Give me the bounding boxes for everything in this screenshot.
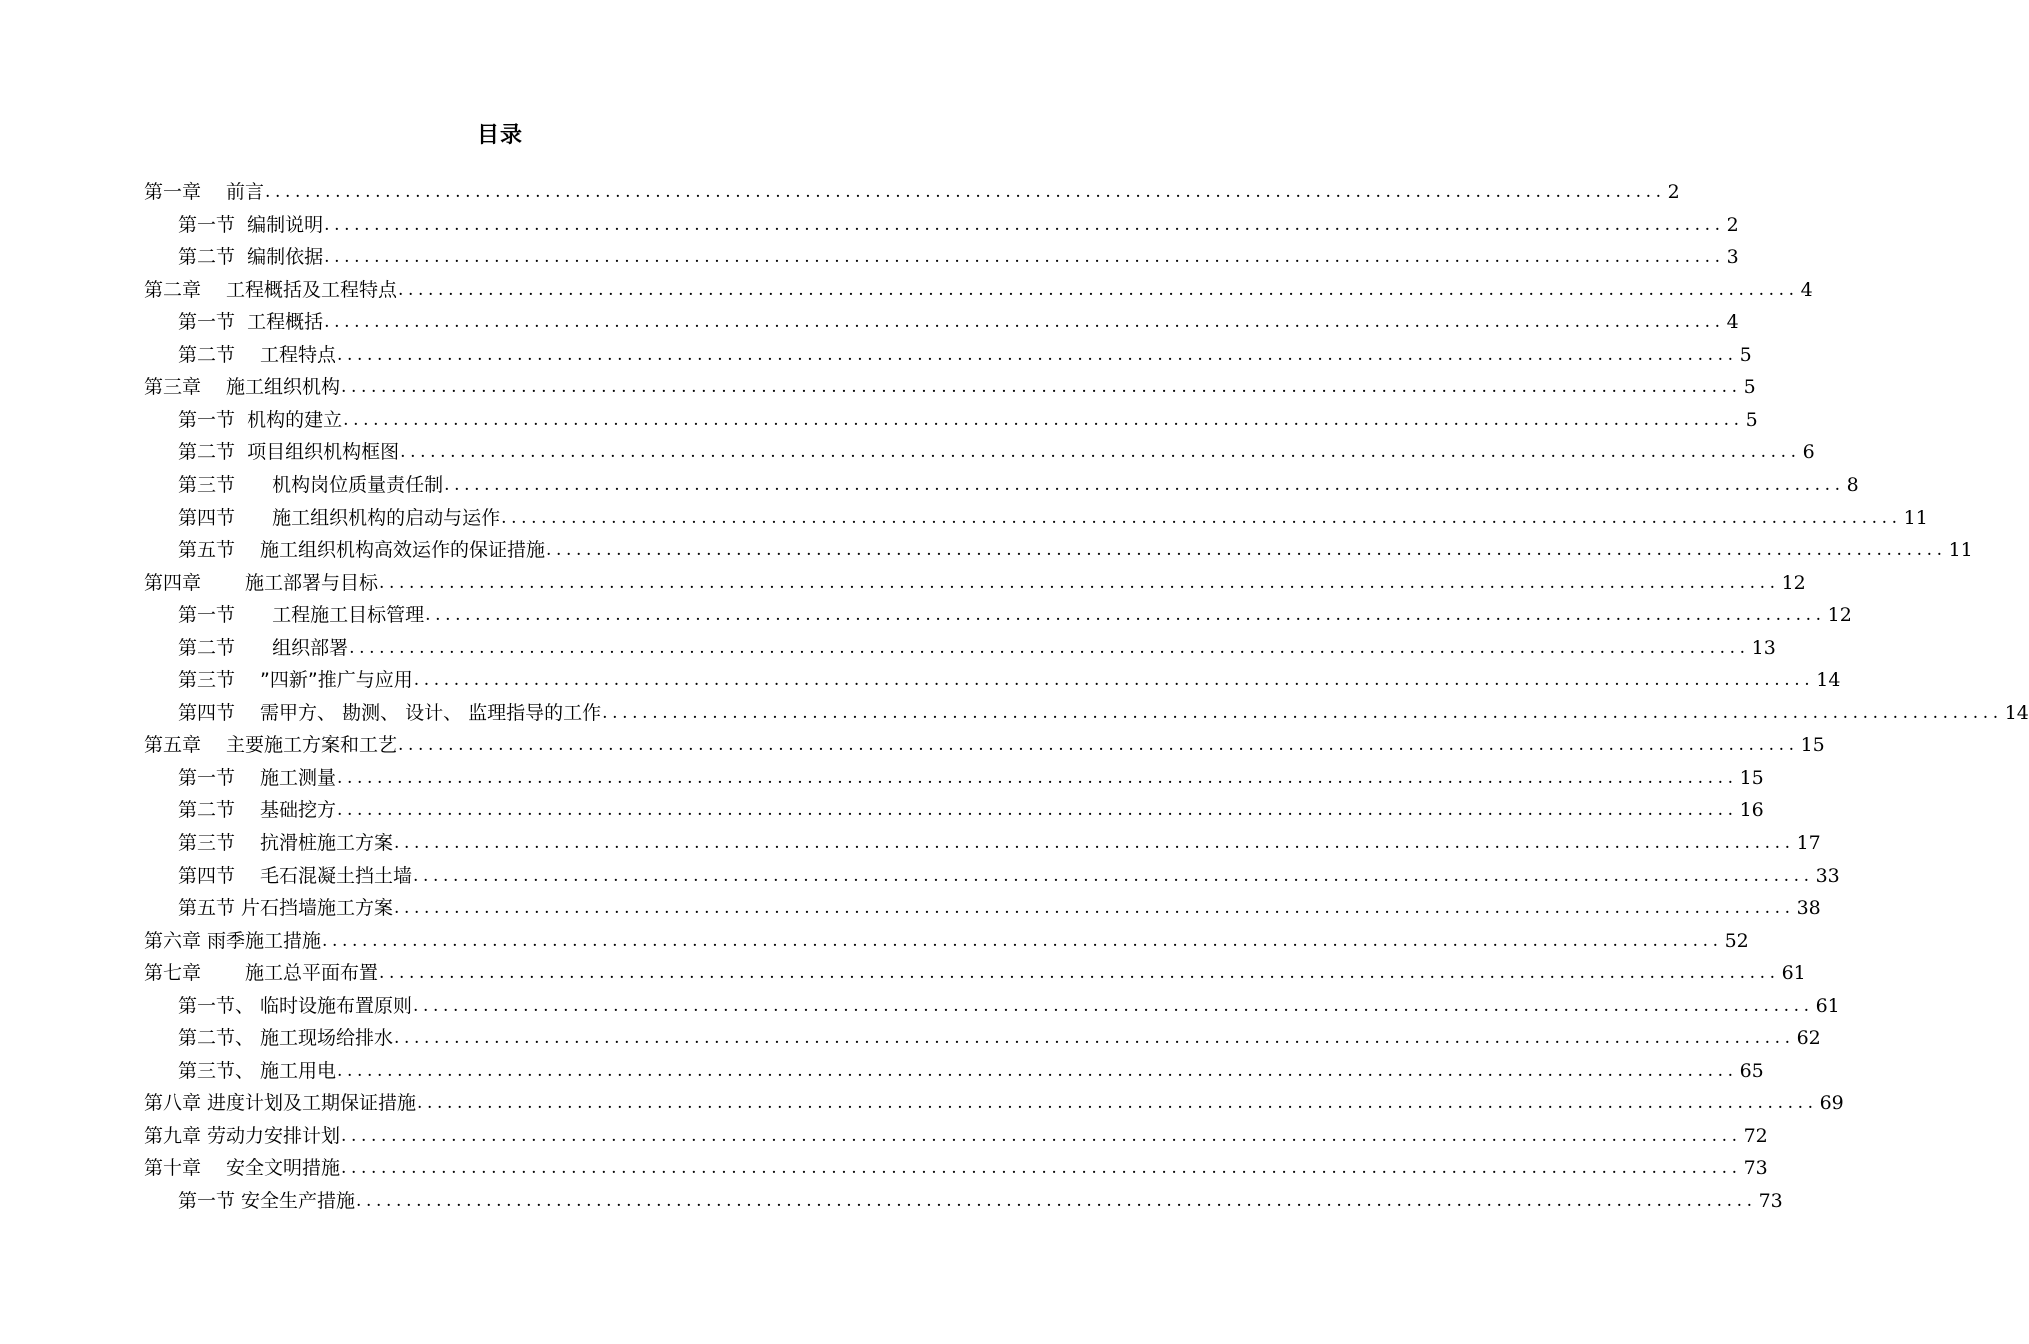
toc-chapter-entry[interactable] (144, 274, 1813, 306)
toc-chapter-entry[interactable] (144, 176, 1680, 208)
entry-label: 第一节 施工测量 (178, 767, 337, 789)
entry-page-number: 3 (1726, 246, 1739, 268)
toc-section-entry[interactable] (178, 599, 1852, 631)
dot-leader: ............................................................................................................................................ (341, 377, 1742, 397)
entry-label: 第二节 工程特点 (178, 344, 337, 366)
entry-label: 第三节 ”四新”推广与应用 (178, 669, 413, 691)
entry-page-number: 12 (1781, 572, 1806, 594)
entry-label: 第六章 雨季施工措施 (144, 930, 322, 952)
entry-label: 第四节 毛石混凝土挡土墙 (178, 865, 413, 887)
dot-leader: ............................................................................................................................................ (337, 768, 1738, 788)
entry-label: 第四章 施工部署与目标 (144, 572, 379, 594)
entry-page-number: 13 (1751, 637, 1776, 659)
entry-label: 第一节 安全生产措施 (178, 1190, 356, 1212)
toc-section-entry[interactable] (178, 664, 1841, 696)
toc-section-entry[interactable] (178, 794, 1764, 826)
dot-leader: ............................................................................................................................................ (356, 1191, 1757, 1211)
entry-label: 第八章 进度计划及工期保证措施 (144, 1092, 417, 1114)
entry-label: 第二节 组织部署 (178, 637, 349, 659)
toc-section-entry[interactable] (178, 892, 1821, 924)
toc-chapter-entry[interactable] (144, 567, 1806, 599)
entry-label: 第三节、 施工用电 (178, 1060, 337, 1082)
toc-section-entry[interactable] (178, 306, 1739, 338)
entry-page-number: 4 (1800, 279, 1813, 301)
toc-section-entry[interactable] (178, 1055, 1764, 1087)
dot-leader: ............................................................................................................................................ (398, 280, 1799, 300)
toc-chapter-entry[interactable] (144, 729, 1825, 761)
toc-section-entry[interactable] (178, 697, 2029, 729)
entry-label: 第二节 编制依据 (178, 246, 324, 268)
dot-leader: ............................................................................................................................................ (379, 573, 1780, 593)
toc-section-entry[interactable] (178, 404, 1758, 436)
entry-page-number: 62 (1796, 1027, 1821, 1049)
dot-leader: ............................................................................................................................................ (341, 1158, 1742, 1178)
dot-leader: ............................................................................................................................................ (417, 1093, 1818, 1113)
dot-leader: ............................................................................................................................................ (413, 996, 1814, 1016)
entry-page-number: 8 (1846, 474, 1859, 496)
toc-section-entry[interactable] (178, 241, 1739, 273)
entry-page-number: 14 (1816, 669, 1841, 691)
dot-leader: ............................................................................................................................................ (265, 182, 1666, 202)
entry-page-number: 4 (1726, 311, 1739, 333)
entry-page-number: 6 (1802, 441, 1815, 463)
entry-page-number: 15 (1739, 767, 1764, 789)
dot-leader: ............................................................................................................................................ (413, 670, 1815, 690)
dot-leader: ............................................................................................................................................ (501, 508, 1902, 528)
entry-label: 第五节 施工组织机构高效运作的保证措施 (178, 539, 546, 561)
entry-page-number: 72 (1743, 1125, 1768, 1147)
dot-leader: ............................................................................................................................................ (379, 963, 1780, 983)
entry-page-number: 33 (1815, 865, 1840, 887)
entry-label: 第三节 抗滑桩施工方案 (178, 832, 394, 854)
entry-page-number: 5 (1739, 344, 1752, 366)
entry-page-number: 61 (1781, 962, 1806, 984)
dot-leader: ............................................................................................................................................ (444, 475, 1845, 495)
entry-label: 第二节、 施工现场给排水 (178, 1027, 394, 1049)
toc-section-entry[interactable] (178, 339, 1752, 371)
entry-page-number: 65 (1739, 1060, 1764, 1082)
toc-section-entry[interactable] (178, 827, 1821, 859)
toc-section-entry[interactable] (178, 1185, 1783, 1217)
toc-section-entry[interactable] (178, 990, 1840, 1022)
entry-label: 第一节 编制说明 (178, 214, 324, 236)
dot-leader: ............................................................................................................................................ (324, 215, 1725, 235)
entry-label: 第一节 工程施工目标管理 (178, 604, 425, 626)
entry-page-number: 73 (1758, 1190, 1783, 1212)
entry-label: 第四节 施工组织机构的启动与运作 (178, 507, 501, 529)
toc-section-entry[interactable] (178, 632, 1776, 664)
entry-page-number: 5 (1743, 376, 1756, 398)
dot-leader: ............................................................................................................................................ (341, 1126, 1742, 1146)
entry-label: 第九章 劳动力安排计划 (144, 1125, 341, 1147)
dot-leader: ............................................................................................................................................ (398, 735, 1799, 755)
toc-section-entry[interactable] (178, 469, 1859, 501)
entry-label: 第三章 施工组织机构 (144, 376, 341, 398)
entry-page-number: 5 (1745, 409, 1758, 431)
dot-leader: ............................................................................................................................................ (394, 1028, 1795, 1048)
toc-section-entry[interactable] (178, 436, 1815, 468)
toc-title: 目录 (476, 123, 523, 148)
entry-page-number: 2 (1667, 181, 1680, 203)
entry-page-number: 38 (1796, 897, 1821, 919)
entry-page-number: 17 (1796, 832, 1821, 854)
dot-leader: ............................................................................................................................................ (337, 345, 1738, 365)
dot-leader: ............................................................................................................................................ (602, 703, 2003, 723)
entry-label: 第十章 安全文明措施 (144, 1157, 341, 1179)
entry-label: 第二节 基础挖方 (178, 799, 337, 821)
entry-page-number: 2 (1726, 214, 1739, 236)
entry-page-number: 14 (2004, 702, 2029, 724)
dot-leader: ............................................................................................................................................ (324, 247, 1725, 267)
toc-section-entry[interactable] (178, 762, 1764, 794)
entry-label: 第四节 需甲方、 勘测、 设计、 监理指导的工作 (178, 702, 602, 724)
toc-chapter-entry[interactable] (144, 371, 1756, 403)
entry-page-number: 52 (1724, 930, 1749, 952)
dot-leader: ............................................................................................................................................ (322, 931, 1723, 951)
entry-label: 第二节 项目组织机构框图 (178, 441, 400, 463)
entry-page-number: 15 (1800, 734, 1825, 756)
entry-page-number: 11 (1903, 507, 1928, 529)
dot-leader: ............................................................................................................................................ (343, 410, 1744, 430)
entry-page-number: 16 (1739, 799, 1764, 821)
toc-section-entry[interactable] (178, 502, 1928, 534)
entry-label: 第五章 主要施工方案和工艺 (144, 734, 398, 756)
dot-leader: ............................................................................................................................................ (546, 540, 1947, 560)
dot-leader: ............................................................................................................................................ (413, 866, 1814, 886)
toc-chapter-entry[interactable] (144, 1087, 1844, 1119)
toc-chapter-entry[interactable] (144, 957, 1806, 989)
entry-label: 第一节 机构的建立 (178, 409, 343, 431)
toc-chapter-entry[interactable] (144, 925, 1749, 957)
dot-leader: ............................................................................................................................................ (394, 898, 1795, 918)
entry-label: 第一章 前言 (144, 181, 265, 203)
dot-leader: ............................................................................................................................................ (394, 833, 1795, 853)
dot-leader: ............................................................................................................................................ (324, 312, 1725, 332)
toc-section-entry[interactable] (178, 534, 1973, 566)
toc-section-entry[interactable] (178, 1022, 1821, 1054)
entry-page-number: 69 (1819, 1092, 1844, 1114)
toc-section-entry[interactable] (178, 860, 1840, 892)
dot-leader: ............................................................................................................................................ (400, 442, 1801, 462)
entry-label: 第七章 施工总平面布置 (144, 962, 379, 984)
dot-leader: ............................................................................................................................................ (349, 638, 1750, 658)
dot-leader: ............................................................................................................................................ (425, 605, 1826, 625)
dot-leader: ............................................................................................................................................ (337, 800, 1738, 820)
entry-page-number: 11 (1948, 539, 1973, 561)
toc-section-entry[interactable] (178, 209, 1739, 241)
entry-label: 第五节 片石挡墙施工方案 (178, 897, 394, 919)
entry-page-number: 61 (1815, 995, 1840, 1017)
entry-label: 第一节、 临时设施布置原则 (178, 995, 413, 1017)
entry-page-number: 73 (1743, 1157, 1768, 1179)
entry-label: 第二章 工程概括及工程特点 (144, 279, 398, 301)
dot-leader: ............................................................................................................................................ (337, 1061, 1738, 1081)
toc-chapter-entry[interactable] (144, 1120, 1768, 1152)
toc-chapter-entry[interactable] (144, 1152, 1768, 1184)
entry-label: 第三节 机构岗位质量责任制 (178, 474, 444, 496)
entry-page-number: 12 (1827, 604, 1852, 626)
entry-label: 第一节 工程概括 (178, 311, 324, 333)
